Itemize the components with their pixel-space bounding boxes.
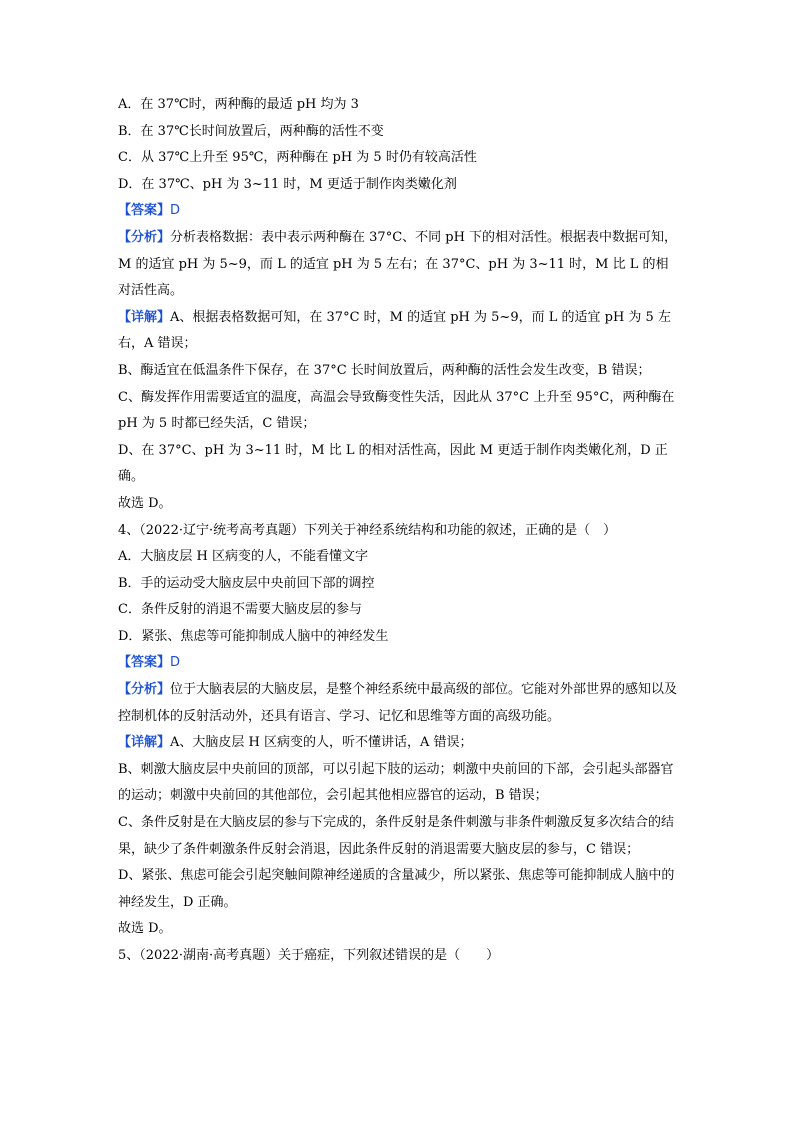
q4-detail-a	[118, 730, 678, 757]
q4-answer	[118, 650, 678, 677]
answer-tag: 【答案】	[118, 203, 171, 219]
q3-answer	[118, 198, 678, 225]
q3-analysis	[118, 225, 678, 305]
q5-stem: 5、（2022·湖南·高考真题）关于癌症，下列叙述错误的是（ ）	[118, 948, 500, 963]
analysis-text: 位于大脑表层的大脑皮层，是整个神经系统中最高级的部位。它能对外部世界的感知以及控制机体的反射活动外，还具有语言、学习、记忆和思维等方面的高级功能。	[118, 682, 678, 724]
q4-analysis	[118, 677, 678, 730]
q3-option-a: A．在 37℃时，两种酶的最适 pH 均为 3	[118, 97, 359, 112]
q4-detail-b: B、刺激大脑皮层中央前回的顶部，可以引起下肢的运动；刺激中央前回的下部，会引起头部器官的运动；刺激中央前回的其他部位，会引起其他相应器官的运动，B 错误；	[118, 761, 674, 804]
q4-option-c: C．条件反射的消退不需要大脑皮层的参与	[118, 602, 362, 618]
analysis-tag: 【分析】	[118, 229, 171, 245]
q3-detail-a	[118, 305, 678, 358]
q4-stem: 4、（2022·辽宁·统考高考真题）下列关于神经系统结构和功能的叙述，正确的是（ ）	[118, 522, 617, 538]
q3-detail-d: D、在 37°C、pH 为 3~11 时，M 比 L 的相对活性高，因此 M 更适于制作肉类嫩化剂，D 正确。	[118, 442, 668, 485]
analysis-text: 分析表格数据：表中表示两种酶在 37°C、不同 pH 下的相对活性。根据表中数据可知，M 的适宜 pH 为 5~9，而 L 的适宜 pH 为 5 左右；在 37°C、pH 为 3~11 时，M 比 L 的相对活性高。	[118, 229, 678, 299]
q4-detail-d: D、紧张、焦虑可能会引起突触间隙神经递质的含量减少，所以紧张、焦虑等可能抑制成人脑中的神经发生，D 正确。	[118, 868, 675, 910]
detail-tag: 【详解】	[118, 735, 171, 751]
detail-text: A、根据表格数据可知，在 37°C 时，M 的适宜 pH 为 5~9，而 L 的适宜 pH 为 5 左右，A 错误；	[118, 309, 671, 352]
q4-option-a: A．大脑皮层 H 区病变的人，不能看懂文字	[118, 549, 368, 565]
q4-detail-c: C、条件反射是在大脑皮层的参与下完成的，条件反射是条件刺激与非条件刺激反复多次结合的结果，缺少了条件刺激条件反射会消退，因此条件反射的消退需要大脑皮层的参与，C 错误；	[118, 815, 674, 857]
answer-value: D	[170, 655, 181, 671]
q3-detail-b: B、酶适宜在低温条件下保存，在 37°C 长时间放置后，两种酶的活性会发生改变，B 错误；	[118, 362, 651, 378]
analysis-tag: 【分析】	[118, 682, 171, 698]
q3-conclusion: 故选 D。	[118, 495, 172, 511]
q3-option-d: D．在 37℃、pH 为 3~11 时，M 更适于制作肉类嫩化剂	[118, 176, 457, 192]
q4-option-b: B．手的运动受大脑皮层中央前回下部的调控	[118, 575, 375, 591]
q3-detail-c: C、酶发挥作用需要适宜的温度，高温会导致酶变性失活，因此从 37°C 上升至 95°C，两种酶在 pH 为 5 时都已经失活，C 错误；	[118, 389, 675, 432]
detail-text: A、大脑皮层 H 区病变的人，听不懂讲话，A 错误；	[170, 735, 473, 751]
q3-option-b: B．在 37℃长时间放置后，两种酶的活性不变	[118, 123, 384, 139]
detail-tag: 【详解】	[118, 309, 171, 325]
document-page	[118, 92, 678, 970]
q3-option-c: C．从 37℃上升至 95℃，两种酶在 pH 为 5 时仍有较高活性	[118, 150, 477, 166]
q4-option-d: D．紧张、焦虑等可能抑制成人脑中的神经发生	[118, 628, 389, 644]
q4-conclusion: 故选 D。	[118, 921, 172, 937]
answer-tag: 【答案】	[118, 655, 171, 671]
answer-value: D	[170, 203, 181, 219]
